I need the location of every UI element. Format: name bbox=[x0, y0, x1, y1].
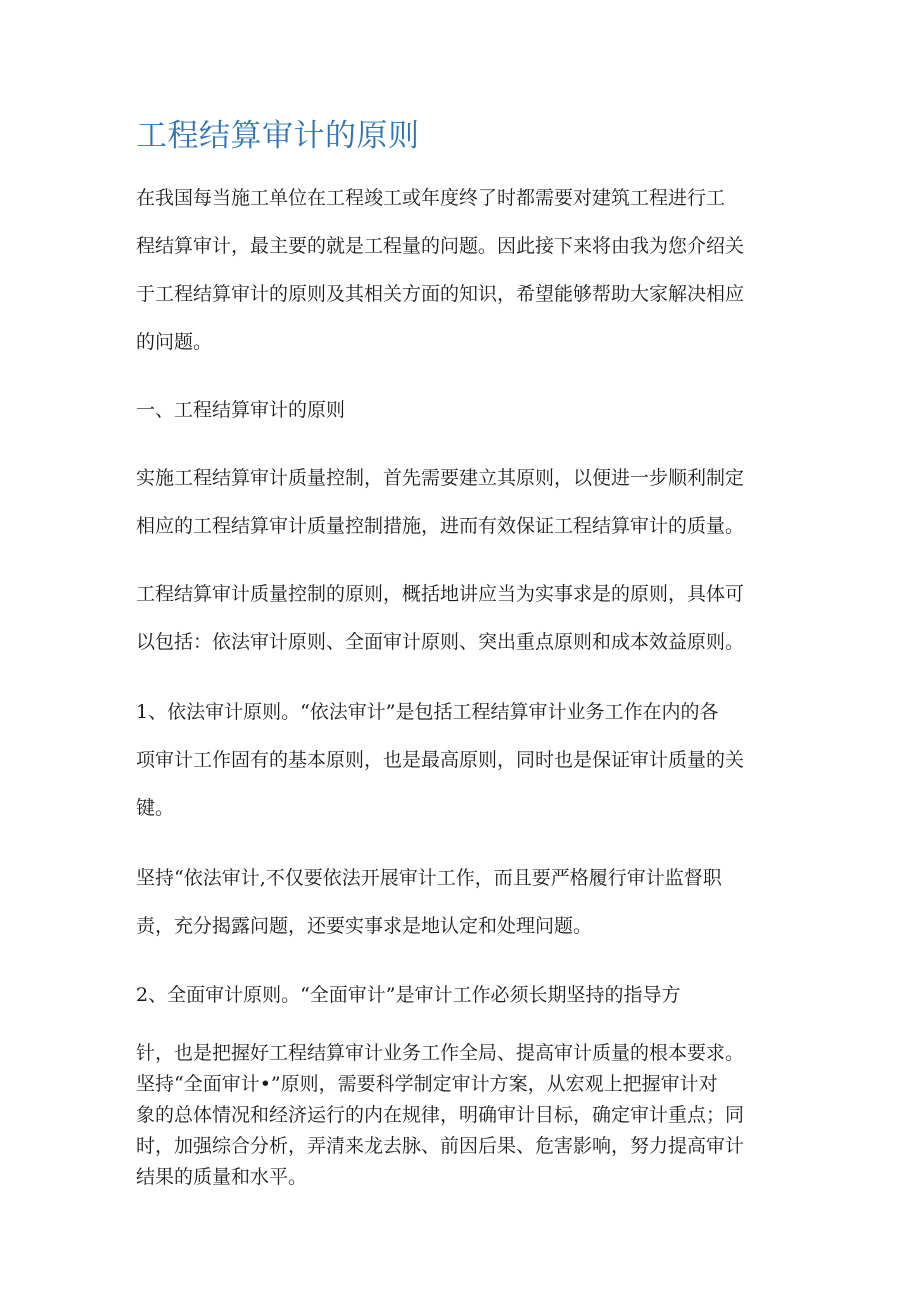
text-line: 键。 bbox=[136, 797, 175, 819]
text-line: 的问题。 bbox=[136, 331, 213, 353]
text-line: 在我国每当施工单位在工程竣工或年度终了时都需要对建筑工程进行工 bbox=[136, 187, 726, 209]
text-line: 结果的质量和水平。 bbox=[136, 1166, 308, 1188]
text-line: 项审计工作固有的基本原则，也是最高原则，同时也是保证审计质量的关 bbox=[136, 749, 745, 771]
section-heading bbox=[136, 386, 786, 434]
text-line: 1、依法审计原则。“依法审计”是包括工程结算审计业务工作在内的各 bbox=[136, 701, 719, 723]
text-line: 责，充分揭露问题，还要实事求是地认定和处理问题。 bbox=[136, 915, 593, 937]
text-line: 坚持“全面审计•”原则，需要科学制定审计方案，从宏观上把握审计对 bbox=[136, 1073, 718, 1095]
text-line: 于工程结算审计的原则及其相关方面的知识，希望能够帮助大家解决相应 bbox=[136, 283, 745, 305]
text-line: 一、工程结算审计的原则 bbox=[136, 399, 346, 421]
text-line: 坚持“依法审计,不仅要依法开展审计工作，而且要严格履行审计监督职 bbox=[136, 867, 722, 889]
text-line: 针，也是把握好工程结算审计业务工作全局、提高审计质量的根本要求。 bbox=[136, 1042, 745, 1064]
text-line: 象的总体情况和经济运行的内在规律，明确审计目标，确定审计重点；同 bbox=[136, 1104, 745, 1126]
text-line: 实施工程结算审计质量控制，首先需要建立其原则，以便进一步顺利制定 bbox=[136, 467, 745, 489]
text-line: 2、全面审计原则。“全面审计”是审计工作必须长期坚持的指导方 bbox=[136, 984, 681, 1006]
principle-1-paragraph bbox=[136, 688, 786, 832]
principle-1-detail-paragraph bbox=[136, 854, 786, 950]
text-line: 时，加强综合分析，弄清来龙去脉、前因后果、危害影响，努力提高审计 bbox=[136, 1135, 745, 1157]
quality-control-paragraph bbox=[136, 454, 786, 550]
text-line: 相应的工程结算审计质量控制措施，进而有效保证工程结算审计的质量。 bbox=[136, 515, 745, 537]
principles-overview-paragraph bbox=[136, 570, 786, 666]
principle-2-detail-paragraph bbox=[136, 1038, 786, 1193]
intro-paragraph bbox=[136, 174, 786, 366]
text-line: 以包括：依法审计原则、全面审计原则、突出重点原则和成本效益原则。 bbox=[136, 631, 745, 653]
document-title: 工程结算审计的原则 bbox=[136, 118, 420, 154]
text-line: 工程结算审计质量控制的原则，概括地讲应当为实事求是的原则，具体可 bbox=[136, 583, 745, 605]
principle-2-paragraph bbox=[136, 971, 786, 1019]
text-line: 程结算审计，最主要的就是工程量的问题。因此接下来将由我为您介绍关 bbox=[136, 235, 745, 257]
